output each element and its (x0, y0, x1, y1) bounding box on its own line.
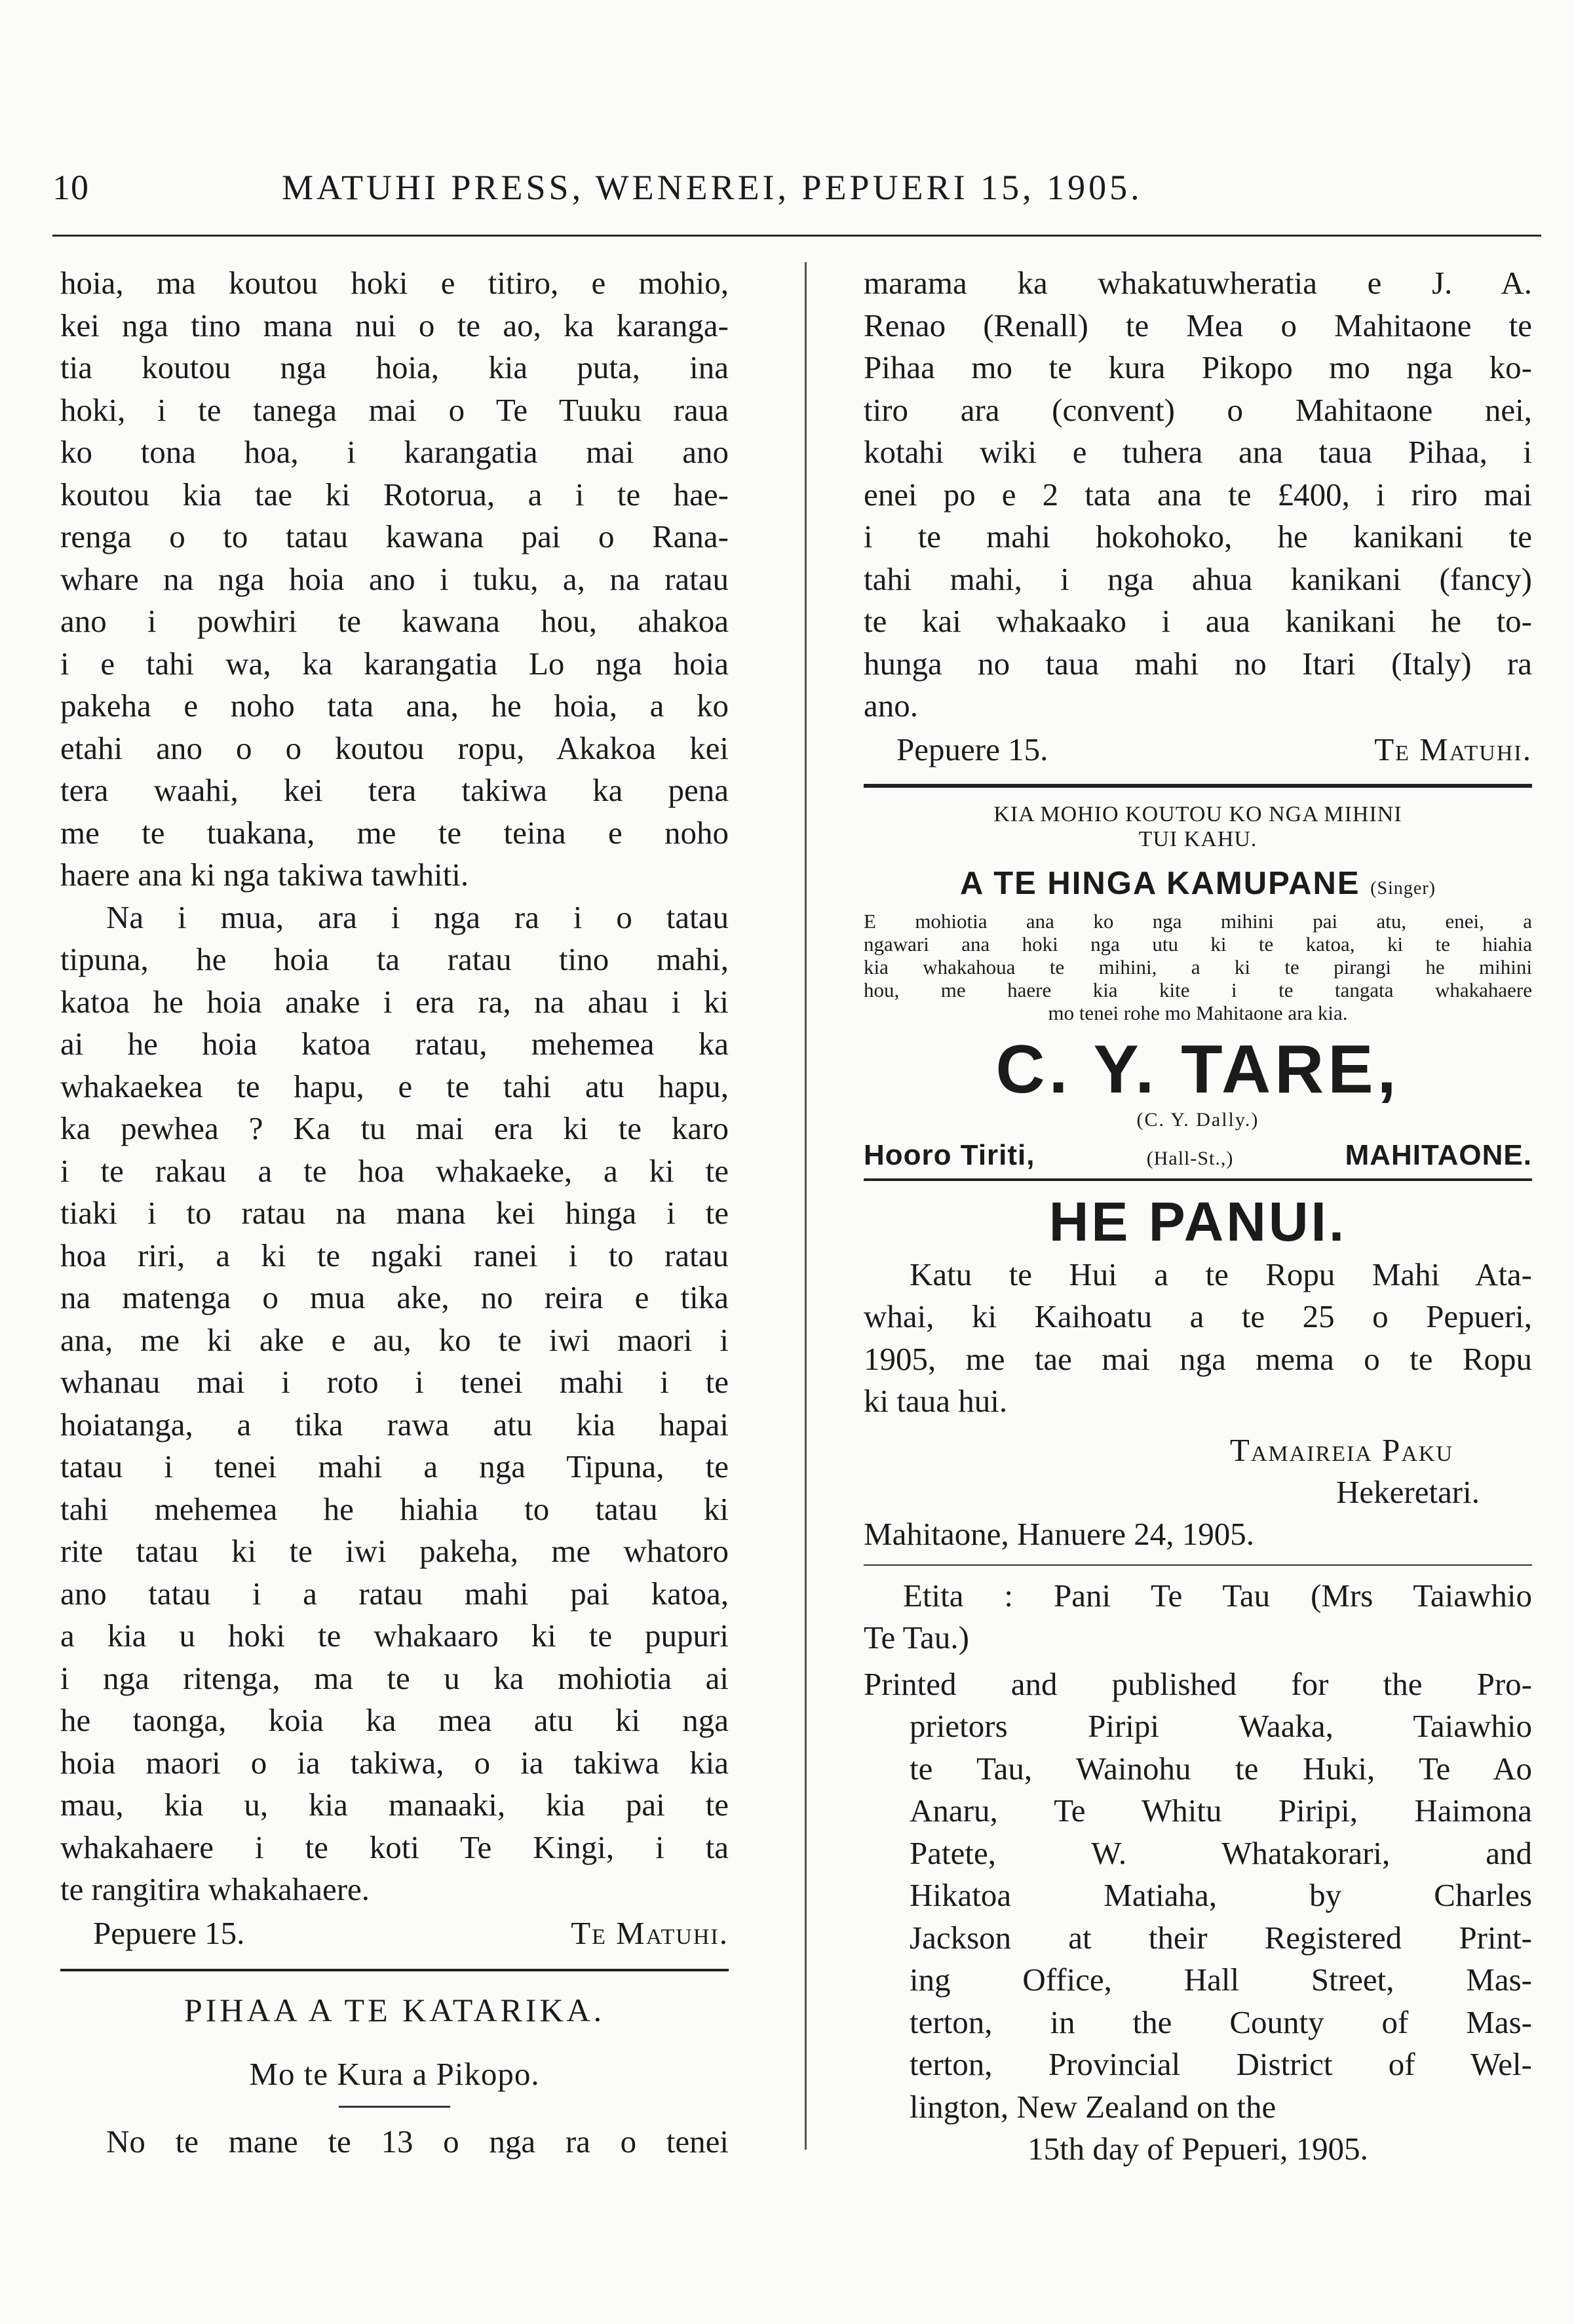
article-paragraph-2 (60, 897, 729, 1911)
signatory-name: Tamaireia Paku (1229, 1431, 1453, 1468)
text-line: na matenga o mua ake, no reira e tika (60, 1279, 729, 1315)
text-line: ing Office, Hall Street, Mas- (910, 1962, 1532, 1998)
street-english: (Hall-St.,) (1146, 1147, 1234, 1169)
editor-credit (864, 1575, 1532, 1659)
text-line: whakahaere i te koti Te Kingi, i ta (60, 1829, 729, 1865)
text-line: tiaki i to ratau na mana kei hinga i te (60, 1195, 729, 1231)
brand-note: (Singer) (1370, 878, 1436, 899)
text-line: Katu te Hui a te Ropu Mahi Ata- (910, 1256, 1532, 1292)
advert-rule-top (864, 784, 1532, 788)
brand-name: A TE HINGA KAMUPANE (960, 865, 1360, 901)
text-line: tahi mehemea he hiahia to tatau ki (60, 1490, 729, 1527)
text-line: rite tatau ki te iwi pakeha, me whatoro (60, 1533, 729, 1569)
text-line: terton, in the County of Mas- (910, 2004, 1532, 2040)
subtitle-rule (339, 2106, 450, 2108)
text-line: hoki, i te tanega mai o Te Tuuku raua (60, 391, 729, 428)
text-line: tiro ara (convent) o Mahitaone nei, (864, 391, 1532, 428)
article-paragraph-3 (60, 2121, 729, 2163)
text-line: lington, New Zealand on the (910, 2088, 1276, 2125)
text-line: ko tona hoa, i karangatia mai ano (60, 434, 729, 470)
text-line: ano. (864, 688, 918, 724)
article-paragraph-1 (60, 262, 729, 897)
text-line: he taonga, koia ka mea atu ki nga (60, 1702, 729, 1738)
text-line: i te mahi hokohoko, he kanikani te (864, 518, 1532, 554)
advert-headline-1: KIA MOHIO KOUTOU KO NGA MIHINI (993, 802, 1402, 826)
imprint-date: 15th day of Pepueri, 1905. (1027, 2131, 1368, 2167)
merchant-english-name: (C. Y. Dally.) (1136, 1108, 1259, 1131)
signoff-name: Te Matuhi. (571, 1914, 729, 1951)
advert-body (864, 910, 1532, 1024)
article-continuation (864, 262, 1532, 727)
text-line: whare na nga hoia ano i tuku, a, na ratau (60, 560, 729, 597)
right-column (864, 262, 1532, 2170)
merchant-name: C. Y. TARE, (995, 1031, 1400, 1108)
notice-title: HE PANUI. (1048, 1190, 1347, 1252)
advert-brand (864, 865, 1532, 902)
signoff-date: Pepuere 15. (93, 1914, 245, 1951)
text-line: tia koutou nga hoia, kia puta, ina (60, 349, 729, 385)
text-line: hoia, ma koutou hoki e titiro, e mohio, (60, 265, 729, 301)
town-name: MAHITAONE. (1345, 1138, 1532, 1171)
text-line: Printed and published for the Pro- (864, 1665, 1532, 1702)
section-rule (60, 1969, 729, 1971)
text-line: Etita : Pani Te Tau (Mrs Taiawhio (903, 1577, 1532, 1614)
text-line: No te mane te 13 o nga ra o tenei (106, 2123, 729, 2159)
text-line: mau, kia u, kia manaaki, kia pai te (60, 1787, 729, 1823)
text-line: ano i powhiri te kawana hou, ahakoa (60, 603, 729, 639)
text-line: mo tenei rohe mo Mahitaone ara kia. (1048, 1001, 1348, 1024)
text-line: Te Tau.) (864, 1619, 969, 1656)
text-line: pakeha e noho tata ana, he hoia, a ko (60, 688, 729, 724)
text-line: Patete, W. Whatakorari, and (910, 1834, 1532, 1871)
left-column (60, 262, 729, 2163)
text-line: hoiatanga, a tika rawa atu kia hapai (60, 1406, 729, 1443)
notice-signature (864, 1429, 1532, 1513)
text-line: Renao (Renall) te Mea o Mahitaone te (864, 307, 1532, 343)
notice-body (864, 1254, 1532, 1423)
text-line: hunga no taua mahi no Itari (Italy) ra (864, 645, 1532, 682)
imprint (864, 1663, 1532, 2129)
text-line: enei po e 2 tata ana te £400, i riro mai (864, 476, 1532, 513)
text-line: Hikatoa Matiaha, by Charles (910, 1877, 1532, 1913)
text-line: kia whakahoua te mihini, a ki te pirangi he mihini (864, 955, 1532, 978)
text-line: Jackson at their Registered Print- (910, 1919, 1532, 1956)
signoff-date: Pepuere 15. (896, 731, 1048, 767)
page-number: 10 (52, 168, 89, 207)
text-line: i te rakau a te hoa whakaeke, a ki te (60, 1152, 729, 1189)
signatory-title: Hekeretari. (1336, 1473, 1480, 1510)
text-line: Pihaa mo te kura Pikopo mo nga ko- (864, 349, 1532, 385)
text-line: te kai whakaako i aua kanikani he to- (864, 603, 1532, 639)
text-line: tera waahi, kei tera takiwa ka pena (60, 772, 729, 808)
header-rule (52, 235, 1541, 237)
text-line: marama ka whakatuwheratia e J. A. (864, 265, 1532, 301)
text-line: i e tahi wa, ka karangatia Lo nga hoia (60, 645, 729, 682)
text-line: whai, ki Kaihoatu a te 25 o Pepueri, (864, 1298, 1532, 1334)
text-line: a kia u hoki te whakaaro ki te pupuri (60, 1617, 729, 1654)
text-line: haere ana ki nga takiwa tawhiti. (60, 857, 469, 893)
merchant-address (864, 1139, 1532, 1172)
text-line: hoia maori o ia takiwa, o ia takiwa kia (60, 1744, 729, 1781)
notice (864, 1190, 1532, 1555)
article-signoff (60, 1912, 729, 1954)
text-line: renga o to tatau kawana pai o Rana- (60, 518, 729, 554)
text-line: me te tuakana, me te teina e noho (60, 814, 729, 851)
text-line: ano tatau i a ratau mahi pai katoa, (60, 1575, 729, 1612)
text-line: te Tau, Wainohu te Huki, Te Ao (910, 1750, 1532, 1787)
text-line: tipuna, he hoia ta ratau tino mahi, (60, 941, 729, 977)
text-line: katoa he hoia anake i era ra, na ahau i ki (60, 983, 729, 1020)
text-line: terton, Provincial District of Wel- (910, 2046, 1532, 2082)
text-line: ngawari ana hoki nga utu ki te katoa, ki te hiahia (864, 932, 1532, 956)
text-line: ka pewhea ? Ka tu mai era ki te karo (60, 1110, 729, 1146)
text-line: koutou kia tae ki Rotorua, a i te hae- (60, 476, 729, 513)
text-line: ai he hoia katoa ratau, mehemea ka (60, 1026, 729, 1062)
signoff-name: Te Matuhi. (1374, 731, 1532, 767)
text-line: kei nga tino mana nui o te ao, ka karanga- (60, 307, 729, 343)
column-divider (805, 262, 807, 2150)
section-title: PIHAA A TE KATARIKA. (183, 1991, 605, 2028)
article-signoff-right (864, 729, 1532, 771)
text-line: te rangitira whakahaere. (60, 1871, 370, 1907)
text-line: Na i mua, ara i nga ra i o tatau (106, 899, 729, 935)
text-line: ana, me ki ake e au, ko te iwi maori i (60, 1321, 729, 1358)
advert-rule-bottom (864, 1178, 1532, 1181)
text-line: prietors Piripi Waaka, Taiawhio (910, 1708, 1532, 1744)
notice-rule (864, 1564, 1532, 1566)
text-line: Anaru, Te Whitu Piripi, Haimona (910, 1792, 1532, 1829)
text-line: whanau mai i roto i tenei mahi i te (60, 1364, 729, 1400)
advert-headline-2: TUI KAHU. (1138, 826, 1257, 851)
text-line: hou, me haere kia kite i te tangata whakahaere (864, 978, 1532, 1001)
text-line: 1905, me tae mai nga mema o te Ropu (864, 1340, 1532, 1377)
notice-place-date: Mahitaone, Hanuere 24, 1905. (864, 1515, 1254, 1552)
text-line: tatau i tenei mahi a nga Tipuna, te (60, 1448, 729, 1484)
text-line: etahi ano o o koutou ropu, Akakoa kei (60, 729, 729, 766)
text-line: i nga ritenga, ma te u ka mohiotia ai (60, 1659, 729, 1696)
text-line: tahi mahi, i nga ahua kanikani (fancy) (864, 560, 1532, 597)
text-line: hoa riri, a ki te ngaki ranei i to ratau (60, 1237, 729, 1273)
masthead: MATUHI PRESS, WENEREI, PEPUERI 15, 1905. (282, 168, 1143, 207)
text-line: ki taua hui. (864, 1383, 1008, 1419)
text-line: kotahi wiki e tuhera ana taua Pihaa, i (864, 434, 1532, 470)
street-name: Hooro Tiriti, (864, 1138, 1035, 1171)
text-line: whakaekea te hapu, e te tahi atu hapu, (60, 1068, 729, 1104)
singer-advert (864, 802, 1532, 1172)
text-line: E mohiotia ana ko nga mihini pai atu, enei, a (864, 909, 1532, 933)
section-subtitle: Mo te Kura a Pikopo. (249, 2055, 540, 2092)
